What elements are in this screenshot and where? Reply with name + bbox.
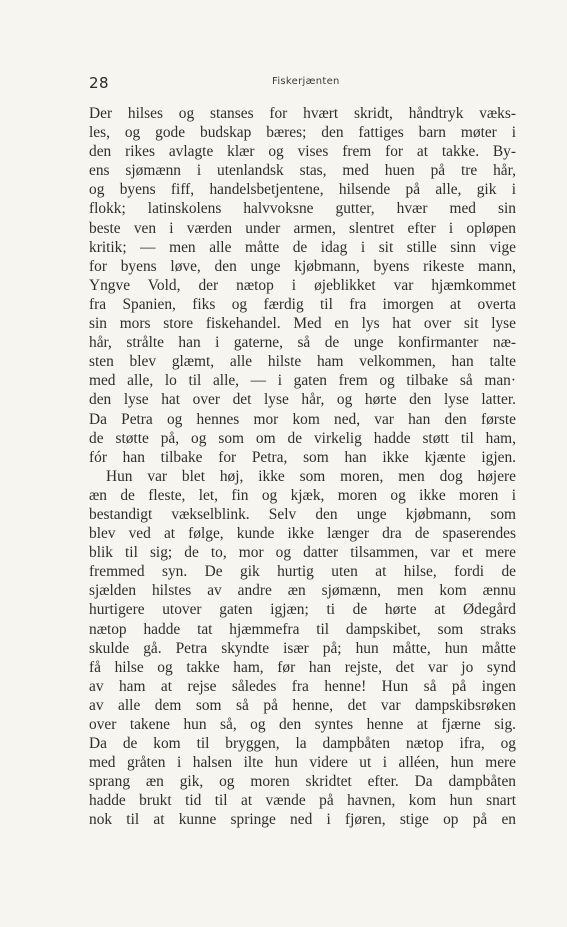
text-line: ens sjømænn i utenlandsk stas, med huen på tre hår, [89, 162, 516, 180]
text-line: blik til sig; de to, mor og datter tilsammen, var et mere [89, 544, 516, 562]
body-text [89, 104, 516, 830]
text-line: beste ven i værden under armen, slentret efter i opløpen [89, 219, 516, 237]
text-line: hår, strålte han i gaterne, så de unge konfirmanter næ- [89, 334, 516, 352]
text-line: kritik; — men alle måtte de idag i sit stille sinn vige [89, 238, 516, 256]
text-line: les, og gode budskap bæres; den fattiges barn møter i [89, 124, 516, 142]
text-line: med alle, lo til alle, — i gaten frem og tilbake så man· [89, 372, 516, 390]
text-line: den rikes avlagte klær og vises frem for at takke. By- [89, 143, 516, 161]
text-line: sjælden hilstes av andre æn sjømænn, men kom ænnu [89, 582, 516, 600]
text-line: sprang æn gik, og moren skridtet efter. Da dampbåten [89, 773, 516, 791]
page-number: 28 [89, 74, 110, 92]
text-line: og byens fiff, handelsbetjentene, hilsende på alle, gik i [89, 181, 516, 199]
text-line: sten blev glæmt, alle hilste ham velkommen, han talte [89, 353, 516, 371]
text-line: blev ved at følge, kunde ikke længer dra de spaserendes [89, 525, 516, 543]
running-title: Fiskerjænten [272, 76, 340, 87]
text-line: Da de kom til bryggen, la dampbåten nætop ifra, og [89, 735, 516, 753]
text-line: hurtigere utover gaten igjæn; ti de hørte at Ødegård [89, 601, 516, 619]
text-line: Yngve Vold, der nætop i øjeblikket var hjæmkommet [89, 276, 516, 294]
text-line: fór han tilbake for Petra, som han ikke kjænte igjen. [89, 448, 516, 466]
text-line: sin mors store fiskehandel. Med en lys hat over sit lyse [89, 315, 516, 333]
text-line: av ham at rejse således fra henne! Hun så på ingen [89, 677, 516, 695]
text-line: med gråten i halsen ilte hun videre ut i alléen, hun mere [89, 754, 516, 772]
text-line: Der hilses og stanses for hvært skridt, håndtryk væks- [89, 105, 516, 122]
text-line: den lyse hat over det lyse hår, og hørte den lyse latter. [89, 391, 516, 409]
text-line: æn de fleste, let, fin og kjæk, moren og ikke moren i [89, 486, 516, 504]
text-line: bestandigt vækselblink. Selv den unge kjøbmann, som [89, 505, 516, 523]
text-line: nok til at kunne springe ned i fjøren, stige op på en [89, 811, 516, 829]
text-line: få hilse og takke ham, før han rejste, det var jo synd [89, 658, 516, 676]
text-line: flokk; latinskolens halvvoksne gutter, hvær med sin [89, 200, 516, 218]
text-line: fra Spanien, fiks og færdig til fra imorgen at overta [89, 295, 516, 313]
text-line: Da Petra og hennes mor kom ned, var han den første [89, 410, 516, 428]
text-line: Hun var blet høj, ikke som moren, men dog højere [106, 467, 516, 485]
page-header [89, 74, 514, 98]
text-line: over takene hun så, og den syntes henne at fjærne sig. [89, 716, 516, 733]
text-line: hadde brukt tid til at vænde på havnen, kom hun snart [89, 792, 516, 810]
text-line: for byens løve, den unge kjøbmann, byens rikeste mann, [89, 257, 516, 275]
text-line: fremmed syn. De gik hurtig uten at hilse, fordi de [89, 563, 516, 581]
text-line: de støtte på, og som om de virkelig hadde støtt til ham, [89, 429, 516, 447]
text-line: skulde gå. Petra skyndte især på; hun måtte, hun måtte [89, 639, 516, 657]
text-line: av alle dem som så på henne, det var dampskibsrøken [89, 696, 516, 714]
text-line: nætop hadde tat hjæmmefra til dampskibet, som straks [89, 620, 516, 638]
